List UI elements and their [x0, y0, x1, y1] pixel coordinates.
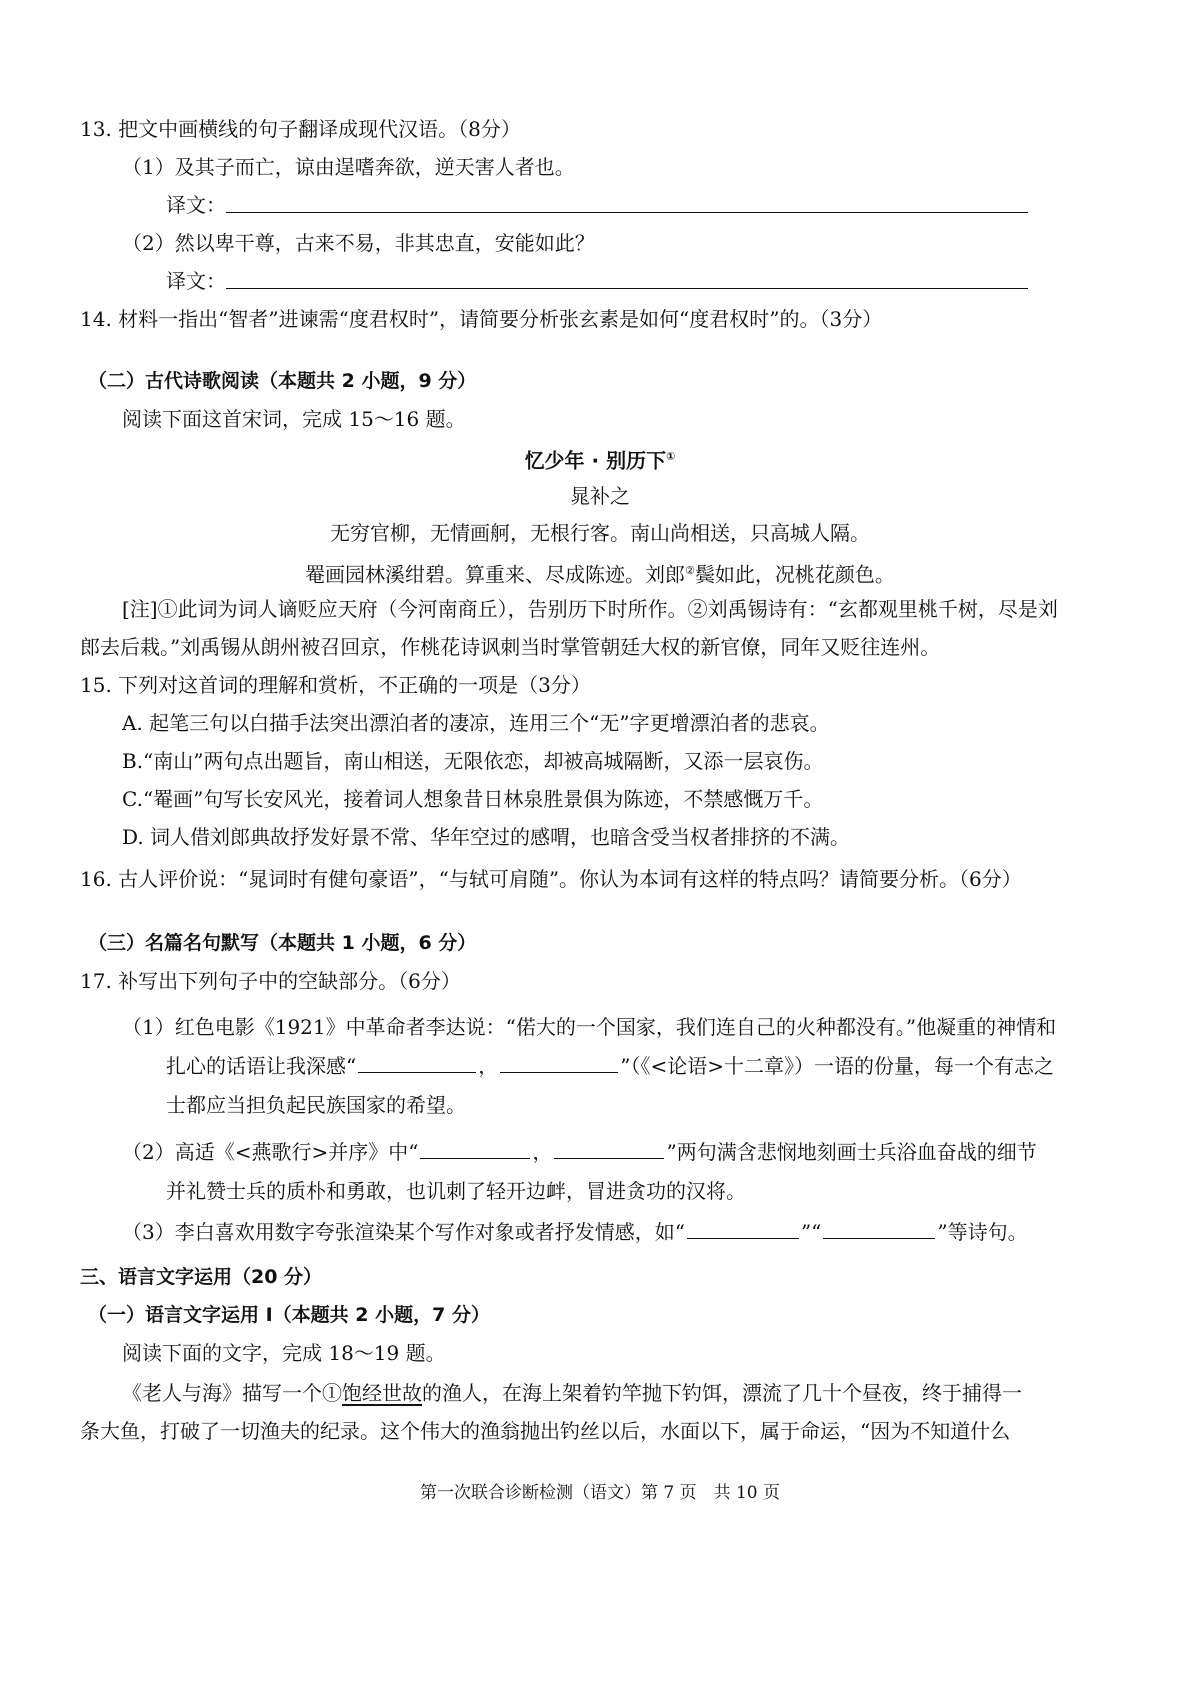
- part3-para-line2: 条大鱼，打破了一切渔夫的纪录。这个伟大的渔翁抛出钓丝以后，水面以下，属于命运，“因为不知道什么: [80, 1419, 1011, 1443]
- q17-item1-line2: [166, 1050, 1054, 1081]
- q15-option-a[interactable]: A. 起笔三句以白描手法突出漂泊者的凄凉，连用三个“无”字更增漂泊者的悲哀。: [122, 711, 830, 735]
- poem-line-2-note: ②: [685, 564, 695, 577]
- poem-line-1: 无穷官柳，无情画舸，无根行客。南山尚相送，只高城人隔。: [330, 521, 870, 545]
- q17-item2-line2: 并礼赞士兵的质朴和勇敢，也讥刺了轻开边衅，冒进贪功的汉将。: [166, 1179, 746, 1203]
- q17-blank-5[interactable]: [687, 1216, 799, 1239]
- q13-item1: （1）及其子而亡，谅由逞嗜奔欲，逆天害人者也。: [122, 155, 575, 179]
- q15-stem: 15. 下列对这首词的理解和赏析，不正确的一项是（3分）: [80, 673, 591, 697]
- poem-title-note: ①: [666, 450, 676, 463]
- q16-stem: 16. 古人评价说：“晁词时有健句豪语”，“与轼可肩随”。你认为本词有这样的特点吗？请简要分析。（6分）: [80, 867, 1022, 891]
- q13-translation-label-2: 译文：: [166, 269, 226, 293]
- q15-option-b[interactable]: B.“南山”两句点出题旨，南山相送，无限依恋，却被高城隔断，又添一层哀伤。: [122, 749, 824, 773]
- q17-item2-line1-a: （2）高适《<燕歌行>并序》中“: [122, 1140, 419, 1164]
- q17-blank-6[interactable]: [823, 1216, 935, 1239]
- q17-item1-line2-a: 扎心的话语让我深感“: [166, 1054, 357, 1078]
- poem-note-line-1: [注]①此词为词人谪贬应天府（今河南商丘），告别历下时所作。②刘禹锡诗有：“玄都观里桃千树，尽是刘: [122, 597, 1058, 621]
- q17-blank-1[interactable]: [358, 1050, 476, 1073]
- q13-answer-line-1[interactable]: [226, 212, 1028, 213]
- q13-answer-line-2[interactable]: [226, 288, 1028, 289]
- section2-heading: （二）古代诗歌阅读（本题共 2 小题，9 分）: [88, 370, 477, 392]
- q17-item1-line2-b: ”（《<论语>十二章》）一语的份量，每一个有志之: [620, 1054, 1054, 1078]
- q17-blank-3[interactable]: [420, 1136, 530, 1159]
- poem-note-line-2: 郎去后栽。”刘禹锡从朗州被召回京，作桃花诗讽刺当时掌管朝廷大权的新官僚，同年又贬往连州。: [80, 635, 941, 659]
- q13-stem: 13. 把文中画横线的句子翻译成现代汉语。（8分）: [80, 117, 521, 141]
- q14-stem: 14. 材料一指出“智者”进谏需“度君权时”，请简要分析张玄素是如何“度君权时”的。（3分）: [80, 307, 883, 331]
- poem-title-text: 忆少年 · 别历下: [524, 448, 667, 473]
- q17-stem: 17. 补写出下列句子中的空缺部分。（6分）: [80, 969, 461, 993]
- part3-sub-heading: （一）语言文字运用 Ⅰ（本题共 2 小题，7 分）: [88, 1304, 490, 1326]
- page-footer: 第一次联合诊断检测（语文）第 7 页 共 10 页: [419, 1483, 781, 1503]
- part3-heading: 三、语言文字运用（20 分）: [80, 1266, 323, 1288]
- q17-item3-mid: ”“: [800, 1220, 822, 1244]
- poem-line-2-b: 鬓如此，况桃花颜色。: [694, 562, 895, 587]
- part3-intro: 阅读下面的文字，完成 18～19 题。: [122, 1341, 446, 1365]
- q17-item3: [122, 1216, 1028, 1247]
- q17-item2-line1: [122, 1136, 1037, 1167]
- poem-line-2: [0, 556, 1200, 590]
- q17-item3-b: ”等诗句。: [937, 1220, 1028, 1244]
- poem-author: 晁补之: [570, 484, 630, 508]
- q17-item2-line1-b: ”两句满含悲悯地刻画士兵浴血奋战的细节: [666, 1140, 1037, 1164]
- q15-option-d[interactable]: D. 词人借刘郎典故抒发好景不常、华年空过的感喟，也暗含受当权者排挤的不满。: [122, 825, 851, 849]
- poem-line-2-a: 罨画园林溪绀碧。算重来、尽成陈迹。刘郎: [305, 562, 686, 587]
- q17-item1-line1: （1）红色电影《1921》中革命者李达说：“偌大的一个国家，我们连自己的火种都没有。”他凝重的神情和: [122, 1015, 1057, 1039]
- section3-heading: （三）名篇名句默写（本题共 1 小题，6 分）: [88, 932, 477, 954]
- part3-para-line1-b: 的渔人，在海上架着钓竿抛下钓饵，漂流了几十个昼夜，终于捕得一: [422, 1381, 1022, 1405]
- part3-para-underlined: 饱经世故: [342, 1381, 422, 1405]
- section2-intro: 阅读下面这首宋词，完成 15～16 题。: [122, 407, 466, 431]
- q17-item1-line3: 士都应当担负起民族国家的希望。: [166, 1093, 466, 1117]
- q13-translation-label-1: 译文：: [166, 193, 226, 217]
- part3-para-line1: [122, 1378, 1022, 1408]
- q15-option-c[interactable]: C.“罨画”句写长安风光，接着词人想象昔日林泉胜景俱为陈迹，不禁感慨万千。: [122, 787, 824, 811]
- q17-item2-line1-sep: ，: [532, 1140, 553, 1164]
- q17-blank-4[interactable]: [554, 1136, 664, 1159]
- q13-item2: （2）然以卑干尊，古来不易，非其忠直，安能如此？: [122, 231, 595, 255]
- part3-para-line1-a: 《老人与海》描写一个①: [122, 1381, 342, 1405]
- q17-item1-line2-sep: ，: [478, 1054, 499, 1078]
- q17-blank-2[interactable]: [500, 1050, 618, 1073]
- q17-item3-a: （3）李白喜欢用数字夸张渲染某个写作对象或者抒发情感，如“: [122, 1220, 685, 1244]
- poem-title: [0, 442, 1200, 476]
